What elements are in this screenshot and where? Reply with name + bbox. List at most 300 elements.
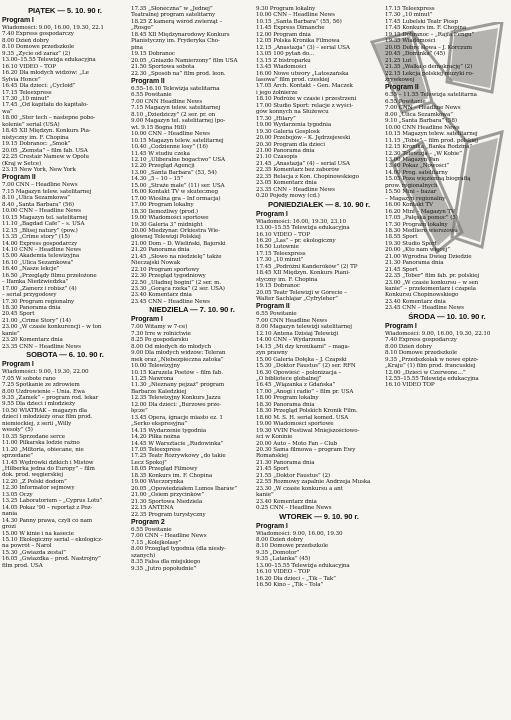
listing-entry: 23.40 Komentarz dnia [131,292,192,299]
listing-entry: 16.50 Kino – „Tik – Tola” [256,582,324,589]
listing-entry: szanych) [131,552,156,559]
listing-entry: 22.35 Program turystyczny [131,511,206,518]
listing-entry: 8.00 Magazyn telewizji satelitarnej [256,324,352,331]
listing-entry: 17.00 Program lokalny [131,202,194,209]
listing-entry: 12.20 Przegląd Agencji [131,163,195,170]
listing-entry: 21.30 Panorama dnia [256,459,315,466]
listing-entry: 7.00 CNN – Headline News [385,105,461,112]
listing-entry: film prod. USA [2,562,43,569]
listing-entry: 22.15 Lekcja polskiej muzyki ro- [385,70,474,77]
listing-entry: 21.00 Wgrodna Dwieg Dziedzie [385,253,472,260]
listing-entry: 10.00 CNN – Headline News [131,131,210,138]
listing-entry: 7.00 CNN Headline News [131,98,203,105]
listing-entry: 6.55–16.10 Telewizja satelitarna [131,85,220,92]
listing-entry: 12.30 Informator sejmowy [2,485,75,492]
listing-entry: 7.00 CNN Headline News [256,317,328,324]
listing-entry: 14.10 CNN – Headline News [2,246,81,253]
listing-entry: 18.05 Przegląd Filmowy [131,466,198,473]
listing-entry: 9.10 „Santa Barbara” (58) [385,118,457,125]
listing-entry: 11.45 Wędrówki dzikich i Mistów [2,459,94,466]
listing-entry: i jego żołnierze [256,89,298,96]
listing-entry: 7.40 Express gospodarczy [385,337,457,344]
listing-entry: 15.05 Poza więzienną biografią [385,176,471,183]
listing-entry: 17.15 Teleexpress [2,89,52,96]
listing-entry: 15.00 Akademia telewizyjna [2,253,80,260]
listing-entry: 20.45 Sport [2,311,35,318]
program-heading: Program II [131,77,165,85]
listing-entry: 14.30 Panny prawa, czyli co nam [2,517,93,524]
listing-entry: sprzedane” [2,453,34,460]
program-heading: Program I [385,322,417,330]
listing-entry: 16.05 „Gwiazdka – prod. Nastrojny” [2,556,101,563]
listing-entry: 7.00 CNN – Headline News [2,182,78,189]
listing-entry: 12.00 Program dnia [256,31,311,38]
listing-entry: 11.45 W studiu czeka [131,150,190,157]
listing-entry: dok. prod. węgierskiej [2,472,64,479]
listing-entry: 8.00 Dzień dobry [256,536,303,543]
listing-entry: 18.45 XII Międzyn. Konkurs Pia- [2,128,91,135]
listing-entry: 22.35 Relacja z Kon. Chopinowskiego [256,173,359,180]
listing-entry: „Rosgo” [131,25,154,32]
listing-entry: 12.05 Polska Kronika Filmowa [256,38,340,45]
listing-entry: 8.40 „Santa Barbara” (56) [2,201,74,208]
listing-entry: 7.15 „Kolejkolasy” [131,539,182,546]
listing-entry: lasowa” film prod. czeskiej [256,76,330,83]
day-heading: NIEDZIELA — 7. 10. 90 r. [149,305,235,315]
listing-entry: 12.00 „Dzieci w Czerwone…” [385,369,466,376]
listing-entry: 18.30 Przegląd Polskich Kronik Film. [256,408,358,415]
listing-entry: Wiadomości: 9.00, 19.30, 22.00 [2,369,89,376]
listing-entry: 15.30 „Doktor Faustus” (2) ser. RFN [256,363,356,370]
listing-entry: 23.30 „Gorąca rzeka” (2 ser. USA) [131,286,225,293]
listing-entry: 17.30 „10 minut” [385,12,433,19]
listing-entry: 14.15 „Mi dzy kronikami” – maga- [256,343,350,350]
listing-entry: 19.30 Studio Sport [385,240,437,247]
program-heading: Program I [256,522,288,530]
listing-entry: 11.00 Pilkarska lodzie raźno [2,440,80,447]
listing-entry: 12.55–15.55 Telewizja edukacyjna [385,376,479,383]
listing-entry: 16.10 VIDEO – TOP [2,63,56,70]
listing-entry: wesoły” (5) [2,427,33,434]
listing-entry: 19.30 Galeria 3” midnight [131,221,203,228]
listing-entry: 19.00 Wieczorynka [131,479,184,486]
listing-entry: 17.30 „Hilary” [256,115,296,122]
listing-entry: 11.45 Express Dimanche [256,25,325,32]
listing-entry: grozi [2,524,16,531]
listing-entry: 16.00 Kontakt TV w skuteczneg [131,189,218,196]
listing-entry: 22.50 „Uładnej bogini” (2 ser. m. [131,279,222,286]
listing-entry: 9.35 „Życie od zaraz” (2) [2,50,71,57]
listing-column-1 [2,6,128,718]
listing-entry: 18.25 Z kamerą wśród zwierząt – [131,18,223,25]
listing-entry: 14.45 W Warsztacie „Rudowinka” [131,440,224,447]
listing-entry: 17.30 „10 minut” [2,95,50,102]
listing-entry: Romańskiej [256,453,288,460]
listing-entry: 16.50 „Przeglądy filmu przełożone [2,272,97,279]
listing-entry: 9.35 „Przedszkolak w nowe epizo- [385,356,479,363]
program-heading: Program II [256,303,290,311]
listing-entry: 18.35 Konkurs im. F. Chopina [131,472,213,479]
listing-entry: 16.50 Lutownie [256,244,299,251]
listing-entry: 14.20 Piłka nożna [131,434,180,441]
listing-column-2 [131,6,253,718]
listing-entry: 18.45 XII Międzyn. Konkurs Piani- [256,270,350,277]
listing-entry: nania [2,511,18,518]
listing-entry: 20.05 Teatr Telewizji w Górecie – [256,289,347,296]
listing-entry: 7.30 Irre w rolnictwie [131,330,191,337]
listing-entry: 10.15 Karuzela Poetów – film fab. [131,369,223,376]
listing-entry: 13.00 „Santa Barbara” (53, 54) [131,169,217,176]
listing-entry: 20.05 Dobre słowa – J. Korczum [385,44,472,51]
listing-entry: 17.15 Teleexpress [256,250,306,257]
listing-entry: 17.30 Program regionalny [2,298,75,305]
listing-entry: 6.55 Powitanie [256,311,297,318]
listing-entry: Konkursu Chopinowskiego [385,292,459,299]
listing-entry: 18.30 Panorama dnia [2,305,61,312]
listing-entry: 13.15 Z bistroparku [256,57,311,64]
listing-entry: 7.15 Magazyn telew. satelitarnej [2,188,92,195]
listing-entry: 11.10 „Bagdad Cafe” – s. USA [2,221,85,228]
listing-entry: 12.15 „Anastazja” (3) – serial USA [256,44,350,51]
listing-entry: 8.00 Dzień dobry [385,343,432,350]
listing-entry: 17.45 Konkurs im. F. Chopina [385,25,467,32]
listing-entry: 19.15 Dobranoc [131,51,175,58]
listing-entry: 6.55 Powitanie [131,526,172,533]
listing-entry: 14.30 „5 – 10 – 15” [131,176,184,183]
listing-entry: 16.20 Dla młodych widzów: „Le [2,70,89,77]
listing-entry: 23.35 CNN – Headline News [2,343,81,350]
listing-entry: 16.10 „Ulica Sezamkowa” [2,259,74,266]
program-heading: Program I [2,361,34,369]
listing-entry: 0.20 Pojedy mowy (cd.) [256,193,320,200]
listing-entry: 18.45 XII Międzynarodowy Konkurs [131,31,230,38]
listing-entry: 13.05 100 pytań do... [256,51,315,58]
listing-entry: 8.00 Od młodych do młodych [131,343,212,350]
listing-entry: „Kraju” (1) film prod. francuskiej [385,363,476,370]
listing-entry: 17.05 Arch. Kontakt – Gen. Maczek [256,83,353,90]
listing-entry: – Magazyn regionalny [385,195,446,202]
listing-entry: 22.35 Komentarz bez zaborów [256,167,340,174]
listing-entry: 9.00 Magazyn tel. satelitarnej (po- [131,118,226,125]
listing-entry: kanie” [2,330,20,337]
listing-entry: 23.20 Komentarz dnia [2,337,63,344]
listing-entry: 7.00 CNN – Headline News [131,533,207,540]
listing-entry: 6.55 – 11.55 Telewizja satelitarna [385,92,477,99]
listing-entry: 23.00 „W czasie konkurencji – w ton [2,324,102,331]
listing-entry: 7.40 Express gospodarczy [2,31,74,38]
listing-entry: 17.15 Teleexpress [385,6,435,12]
listing-column-4 [385,6,509,718]
listing-entry: Wiadomości: 9.00, 16.00, 19.30, 22.10 [385,330,491,337]
listing-entry: 19.00 Wydarzenia tygodnia [256,122,332,129]
listing-entry: 22.10 Program sportowy [131,266,200,273]
listing-entry: 19.15 Dobranoc – „Rajfa Eengu” [385,31,475,38]
listing-entry: 18.00 „Ster tech – nastepne pobo- [2,115,96,122]
listing-entry: 14.05 Pokaz '90 – reportaż z Poz- [2,504,93,511]
listing-entry: 21.00 „Crime Story” (14) [2,317,71,324]
listing-entry: 14.00 Express gospodarczy [2,240,78,247]
listing-entry: 17.00 „Zamerz i robisz” (4) [2,285,77,292]
listing-entry: 8.25 Po gospodarsku [131,337,189,344]
listing-entry: 18.60 M. S. H. serial komed. USA [256,414,349,421]
listing-entry: 7.00 Witamy w 7-ce) [131,324,188,331]
listing-entry: 9.35 „Zamek” – program rod. lekar [2,395,99,402]
listing-entry: 21.20 Panorama dnia [131,247,190,254]
listing-entry: 12.35 Telewizyjny Konkurs Jazzu [131,395,221,402]
listing-entry: 21.50 Sportowa sobota [131,64,195,71]
listing-entry: 18.30 Medliero wierszowa [385,227,458,234]
program-heading: Program II [2,174,36,182]
listing-entry: 21.25 Lut [385,57,412,64]
listing-entry: 17.00 „Anogi i radio” – film pr. USA [256,388,354,395]
listing-entry: Barbarze Kaledzkiej [131,388,187,395]
listing-entry: ści w Koninie [256,434,293,441]
listing-entry: 23.45 CNN – Headline News [385,305,464,312]
day-heading: ŚRODA — 10. 10. 90 r. [408,311,486,321]
listing-entry: 10.40 „Codzienne losy” (16) [131,144,208,151]
listing-entry: 16.10 VIDEO – TOP [256,231,310,238]
listing-entry: 21.30 Panorama dnia [385,260,444,267]
listing-entry: 10.35 Sprzedane serce [2,433,65,440]
listing-entry: 18.30 Panorama dnia [256,401,315,408]
listing-entry: 21.45 Sport [385,266,418,273]
listing-entry: 17.05 „Pałęska pomoc” (5) [385,215,458,222]
listing-entry: 7.05 W sobote rano [2,375,56,382]
listing-entry: 12.30 Telewizja – „W Kobie” [385,150,462,157]
listing-entry: 21.00 Panorama dnia [256,147,315,154]
listing-entry: 23.35 CNN – Headline News [256,186,335,193]
listing-entry: gów konnych na Służewcu [256,109,329,116]
listing-entry: 21.00 Dom – D. Wieliński, Bajorski [131,240,226,247]
listing-entry: wa” [2,108,13,115]
listing-entry: 15.00 „Straże małe” (11) ser. USA [131,182,225,189]
listing-entry: 8.10 Domowe przedszkole [385,350,458,357]
listing-entry: kolenie” serial (USA) [2,121,60,128]
listing-entry: 20.00 Miedzynar. Orkiestra Wie- [131,227,221,234]
listing-entry: 15.30 „Gwiazda zestal” [2,549,66,556]
listing-entry: 23.15 New York, New York [2,166,76,173]
listing-entry: Lecz Spokoj” [131,459,167,466]
listing-entry: 19.00 Wiadomości sportowe [131,215,209,222]
listing-entry: 13.45 Wiadomości [256,64,307,71]
listing-entry: 16.45 „Wiązanka z Gdańska” [256,382,336,389]
listing-entry: 23.40 Komentarz dnia [256,498,317,505]
listing-entry: 12.10 „Uliberalne bogactwo” USA [131,156,225,163]
listing-entry: dzieci i młodzieży oraz film prod. [2,414,93,421]
listing-entry: 21.45 „Słowo na niedzielę” także [131,253,222,260]
listing-entry: 23.00 „W czasie konkursu – w sen [385,279,479,286]
listing-entry: 13.45 Opera, ignacje miasto ez. 1 [131,414,223,421]
listing-entry: 12.10 Antena Dzisiaj Telewizji [256,330,339,337]
listing-entry: 13.00–15.55 Telewizja edukacyjna [256,225,350,232]
day-heading: PIĄTEK — 5. 10. 90 r. [28,6,102,15]
listing-entry: 10.00 CNN – Headline News [256,12,335,19]
listing-entry: 16.20 „Las” – pr. ekologiczny [256,237,336,244]
listing-entry: 16.10 VIDEO TOP [385,382,435,389]
listing-entry: 18.30 Ilemożliwy (prod.) [131,208,198,215]
listing-entry: 20.00 Przebojów – K. Jędrzejewski [256,135,351,142]
listing-entry: 13.35 „Crime story” (15) [2,234,70,241]
listing-entry: 16.20 Mini – Magazyn TV [385,208,455,215]
listing-entry: Wiadomości: 16.00, 19.30, 23.10 [256,218,346,225]
listing-entry: Nieczajski Nowak [131,260,181,267]
listing-entry: 11.20 „Miltoria, obiecane, nie [2,446,84,453]
listing-entry: 20.05 „Gniazdo Namierzony” film USA [131,57,238,64]
listing-entry: 9.35 „Domotor” [256,549,300,556]
listing-entry: 9.55 Dla dzieci i młodzieży [2,401,76,408]
listing-entry: łęcze” [131,408,148,415]
listing-entry: pina [131,44,143,51]
listing-entry: 10.00 CNN Headline News [385,124,460,131]
listing-entry: 8.00 Dzień dobry [2,37,49,44]
listing-entry: 23.05 Komentarz dnia [256,180,317,187]
listing-entry: 10.15 Magazyn telew. satelitarnej [131,137,224,144]
listing-entry: 17.45 Lubelski Teatr Piosp [385,18,459,25]
listing-entry: 21.55 „Doktor Faustus” (2) [256,472,330,479]
listing-entry: 13.40 Pokaz „Nowości” [385,163,450,170]
listing-entry: 10.15 Magazyn tel. satelitarnej [2,214,88,221]
listing-entry: 19.15 Dobranoc [256,283,300,290]
listing-entry: 20.45 „Dominka” (45) [385,51,446,58]
listing-entry: 9.35 „Jutro popołudnie” [131,565,197,572]
listing-entry: 21.45 Sport [256,466,289,473]
listing-entry: 12.15 Kronika „Banka Rodzina” [385,144,473,151]
listing-entry: – Ifamka Niedźwiedzka” [2,279,69,286]
listing-entry: 21.35 „Walka o demokrację” (2) [385,64,473,71]
listing-entry: głównej Telewizji Polskiej [131,234,201,241]
listing-entry: 17.45 „Od kapitału do kapitało- [2,102,88,109]
listing-entry: 7.25 Spotkanie ze zdrowiem [2,382,80,389]
listing-entry: 16.00 Kontakt TV [385,202,433,209]
listing-entry: 17.35 „Słoneczna” w „Jednej” [131,6,213,12]
listing-entry: prow. regionalnych [385,182,438,189]
listing-entry: 17.00 Wioślna gra – Inf ormacja) [131,195,221,202]
listing-entry: 8.35 Falsa dla miejskiego [131,559,201,566]
listing-entry: 13.05 Oczy [2,491,33,498]
listing-entry: 22.15 ANTENA [131,505,174,512]
listing-entry: 20.05 „Zemsta” – film fab. USA [2,147,88,154]
listing-entry: 20.00 Auto – Moto Fan – Club [256,440,338,447]
listing-entry: 22.30 Przegląd tygodniowy [131,273,206,280]
day-heading: PONIEDZIAŁEK — 8. 10. 90 r. [268,199,370,209]
listing-entry: 11.30 „Nieznany pejzaż” program [131,382,225,389]
listing-entry: 13.25 Laboratorium – „Cyprus Lotu” [2,498,103,505]
listing-entry: 23.40 Komentarz dnia [385,298,446,305]
listing-entry: Teatralnej program satelitarny [131,12,216,19]
listing-entry: 15.00 W kinie i na kasecie [2,530,74,537]
listing-entry: 14.00 CNN – Wydarzenia [256,337,326,344]
listing-entry: 6.55 Powitanie [385,98,426,105]
listing-entry: 23.30 „W czasie konkursu a ant [256,485,343,492]
listing-entry: kanie” [256,492,274,499]
listing-entry: 18.10 Podróże w czasie i przestrzeni [256,96,357,103]
listing-entry: Pianistyczny im. Fryderyka Cho- [131,38,220,45]
listing-entry: 11.15 „Tobie” – film prod. polskiej [385,137,478,144]
listing-entry: „Serko ekspresyjna” [131,421,188,428]
listing-entry: 19.30 VVIN Festiwal Mniejszościowo- [256,427,360,434]
listing-entry: 21.10 Czasopis [256,154,298,161]
listing-entry: 16.45 Dla dzieci: „Cycloid” [2,83,76,90]
listing-entry: 10.50 WIATRAK – magazyn dla [2,407,88,414]
listing-entry: 8.10 „Dziedziczy” (2 ser. pr. on [131,111,216,118]
listing-entry: 9.30 Program lokalny [256,6,316,12]
day-heading: WTOREK — 9. 10. 90 r. [279,511,359,521]
listing-entry: 7.15 Magazyn telew. satelitarnej [131,105,221,112]
listing-entry: zyn prawny [256,350,288,357]
listing-entry: 19.15 Dobranoc: „Smok” [2,141,71,148]
listing-entry: kanie” – przekomentarz i czapela [385,286,476,293]
listing-entry: 16.20 Dla dzieci – „Tik – Tak” [256,575,336,582]
listing-entry: 12.15 „Blisej natury” (pow.) [2,227,78,234]
listing-entry: Walter Sachlajar „Cyfryleher” [256,296,338,303]
listing-entry: 22.35 „Tober” film fab. pr. polskiej [385,273,480,280]
listing-entry: 12.00 Dla dzieci: „Burzowe prze- [131,401,222,408]
listing-entry: 9.35 „Latanka” (45) [256,556,311,563]
program-heading: Program I [2,17,34,24]
listing-column-3 [256,6,382,718]
program-heading: Program I [256,210,288,218]
listing-entry: 0.25 CNN – Headline News [256,505,332,512]
listing-entry: 10.00 CNN – Headline News [2,208,81,215]
listing-entry: 20.30 Sama filmowa – program Ewy [256,447,356,453]
listing-entry: 22.55 Rozmowy zapalnie Andrzeja Muska [256,479,371,486]
listing-entry: (Kraj w Setce) [2,160,42,167]
listing-entry: 6.55 Powitanie [131,92,172,99]
listing-entry: 8.00 „Ulica Sezamkowa” [385,111,453,118]
listing-entry: 17.30 Program lokalny [385,221,448,228]
listing-entry: 8.00 Uzdrowienie – Unia. Ewa [2,388,85,395]
listing-entry: 16.30 Opowieść – polonizacja – [256,369,342,376]
listing-entry: 14.00 Prog. satelitarny [385,169,448,176]
listing-entry: 9.00 Dla młodych widzów: Teleran [131,350,226,357]
listing-entry: zrywkowej [385,76,415,83]
listing-entry: 13.00 Magazyn Pan [385,156,440,163]
listing-entry: 20.00 „Kto nam więcej” [385,247,451,254]
listing-entry: 18.00 Program lokalny [256,395,319,402]
listing-entry: styczny im. F. Chopina [256,276,318,283]
listing-entry: 10.15 „Santa Barbara” (55, 56) [256,18,342,25]
listing-entry: 22.30 „Sposób na” film prod. leon. [131,70,226,77]
listing-entry: 21.00 „Osiem przycinków” [131,492,205,499]
listing-entry: 10.15 Magazyn telew. satelitarnej [385,131,478,138]
listing-entry: 15.50 Mini – bazar [385,189,437,196]
listing-entry: 13.00–15.55 Telewizja edukacyjna [256,562,350,569]
listing-entry: 17.45 „Podróżni Kanderóków” (2) TP [256,263,358,270]
program-heading: Program 2 [131,518,165,526]
listing-entry: 13.00–15.55 Telewizja edukacyjna [2,57,96,64]
listing-entry: 20.05 „Opowiedziałem Lumos Ibaraw” [131,485,237,492]
listing-entry: 19.30 Galeria Gosplosk [256,128,320,135]
program-heading: Program II [385,84,419,92]
listing-entry: 12.20 „Z Polski dodom” [2,478,67,485]
listing-entry: 8.10 „Ulica Sezamkowa” [2,195,70,202]
listing-entry: Sylvia Honce” [2,76,41,83]
listing-entry: 16.40 „Nasze lekcje” [2,266,60,273]
listing-entry: mek oraz „Niebezpieczna zatoka” [131,356,224,363]
listing-entry: 8.00 Przegląd tygodnia (dla niesły- [131,546,227,553]
listing-entry: 14.15 Wydarzenie tygodnia [131,427,207,434]
listing-entry: „Hilberka jedna do Europy” – film [2,466,95,472]
listing-entry: na powrót – Narol [2,543,52,550]
listing-entry: 22.25 Crestair Namew w Opolu [2,154,89,161]
listing-entry: Wiadomości: 9.00, 16.00, 19.30 [256,530,343,537]
listing-entry: 21.30 Sportowa Niedziela [131,498,203,505]
listing-entry: 17.25 Teatr Rozrywkowy „do takie [131,453,226,460]
listing-entry: 17.00 Studio Sport: relacje z wyści- [256,102,354,109]
listing-entry: niemieckiej, z serii „Willy [2,420,72,427]
listing-entry: 20.30 Program dla dzieci [256,141,325,148]
listing-entry: 8.10 Domowe przedszkole [2,44,75,51]
